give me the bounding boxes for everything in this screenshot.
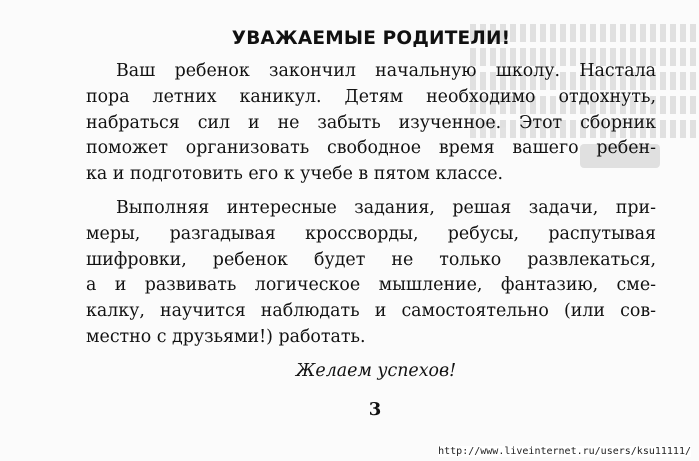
paragraph-1	[86, 59, 656, 188]
paragraph-line: поможет организовать свободное время вашего ребен-	[86, 138, 656, 159]
closing-wish: Желаем успехов!	[295, 360, 457, 381]
paragraph-line: калку, научится наблюдать и самостоятельно (или сов-	[86, 301, 656, 322]
paragraph-line: а и развивать логическое мышление, фантазию, сме-	[86, 275, 656, 296]
paragraph-2	[86, 196, 656, 351]
page-number: 3	[368, 398, 382, 420]
paragraph-line: пора летних каникул. Детям необходимо отдохнуть,	[86, 86, 656, 107]
paragraph-line: местно с друзьями!) работать.	[86, 326, 366, 347]
paragraph-line: ка и подготовить его к учебе в пятом классе.	[86, 164, 504, 185]
paragraph-line: Выполняя интересные задания, решая задачи, при-	[116, 197, 656, 218]
page-content	[86, 28, 656, 420]
paragraph-line: шифровки, ребенок будет не только развлекаться,	[86, 249, 656, 270]
watermark-url[interactable]: http://www.liveinternet.ru/users/ksu11111/	[438, 446, 691, 457]
paragraph-line: набраться сил и не забыть изученное. Этот сборник	[86, 112, 656, 133]
paragraph-line: меры, разгадывая кроссворды, ребусы, распутывая	[86, 223, 656, 244]
page-title: УВАЖАЕМЫЕ РОДИТЕЛИ!	[231, 28, 511, 49]
paragraph-line: Ваш ребенок закончил начальную школу. Настала	[116, 61, 656, 81]
